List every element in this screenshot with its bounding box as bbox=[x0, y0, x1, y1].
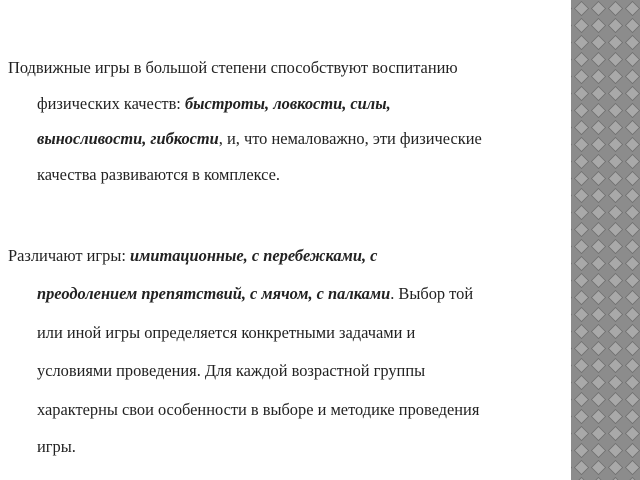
text-line bbox=[37, 129, 482, 149]
text-line bbox=[37, 323, 415, 343]
emphasis-text: быстроты, ловкости, силы, bbox=[184, 94, 391, 113]
body-text: качества развиваются в комплексе. bbox=[37, 165, 281, 184]
text-line bbox=[37, 437, 76, 457]
body-text: условиями проведения. Для каждой возрастной группы bbox=[37, 361, 426, 380]
body-text: . Выбор той bbox=[390, 284, 474, 303]
decorative-pattern-panel bbox=[571, 0, 640, 480]
body-text: , и, что немаловажно, эти физические bbox=[218, 129, 482, 148]
emphasis-text: преодолением препятствий, с мячом, с палками bbox=[37, 284, 391, 303]
text-line bbox=[8, 246, 377, 266]
text-line bbox=[8, 58, 458, 78]
body-text: физических качеств: bbox=[37, 94, 185, 113]
text-line bbox=[37, 400, 479, 420]
text-line bbox=[37, 361, 425, 381]
body-text: Различают игры: bbox=[8, 246, 130, 265]
body-text: игры. bbox=[37, 437, 76, 456]
body-text: или иной игры определяется конкретными задачами и bbox=[37, 323, 416, 342]
emphasis-text: имитационные, с перебежками, с bbox=[129, 246, 378, 265]
body-text: характерны свои особенности в выборе и методике проведения bbox=[37, 400, 480, 419]
text-line bbox=[37, 284, 473, 304]
emphasis-text: выносливости, гибкости bbox=[37, 129, 219, 148]
body-text: Подвижные игры в большой степени способствуют воспитанию bbox=[8, 58, 458, 77]
text-line bbox=[37, 94, 391, 114]
text-line bbox=[37, 165, 280, 185]
